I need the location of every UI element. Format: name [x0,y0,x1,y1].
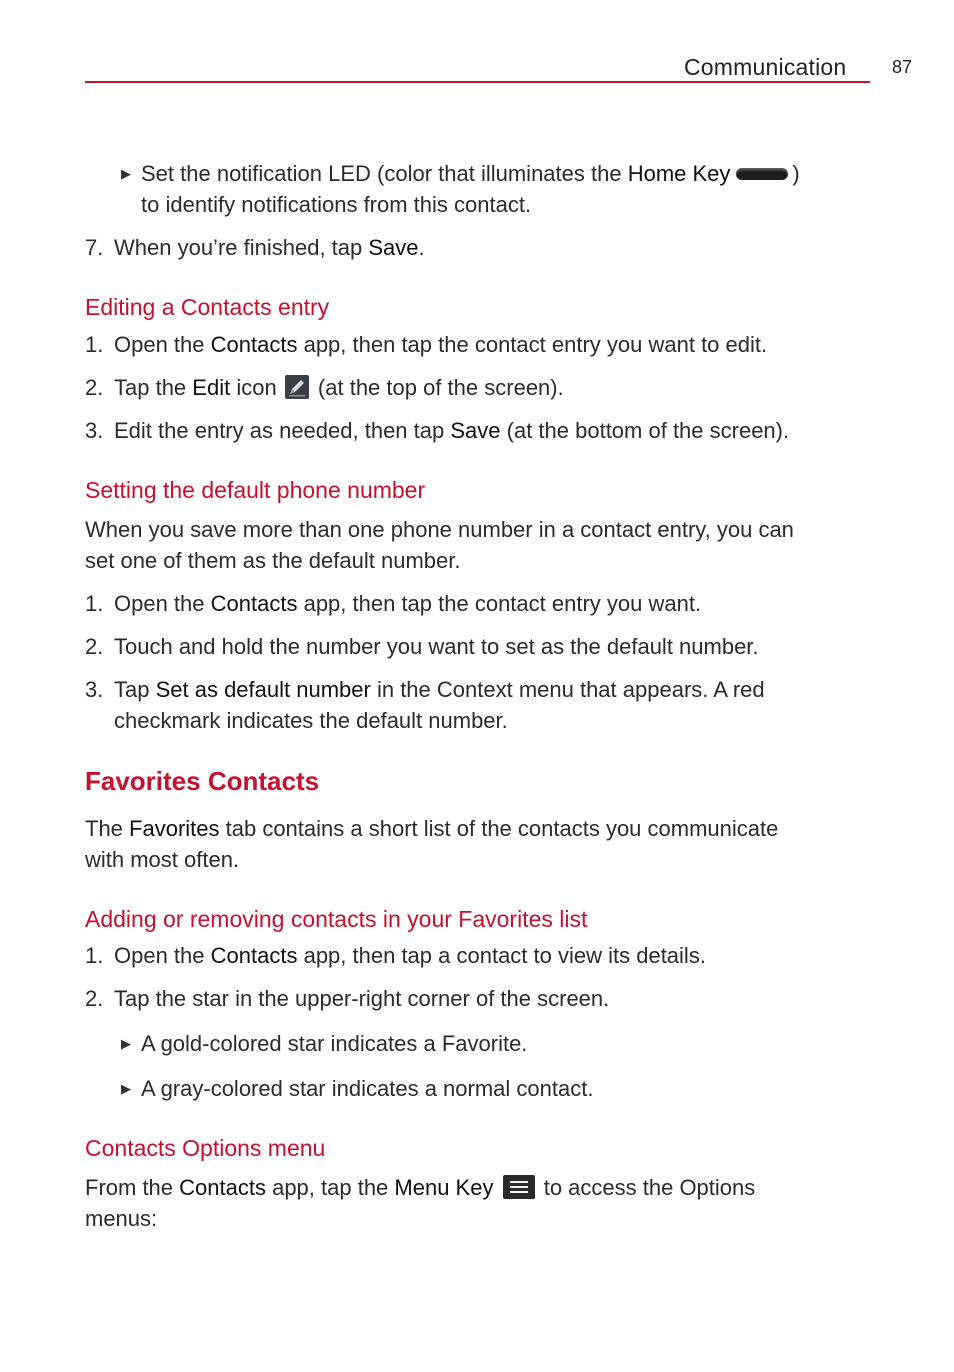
edit-label: Edit [192,375,231,400]
intro-line-1: When you save more than one phone number in a contact entry, you can [85,517,794,542]
options-text-line2: menus: [85,1206,158,1231]
step-text-end: app, then tap the contact entry you want to edit. [297,332,768,357]
step-text: Tap [114,677,156,702]
favorites-label: Favorites [129,816,220,841]
step-text: Tap the [114,375,193,400]
favorites-intro [85,813,855,875]
bullet-arrow-icon: ▶ [121,1081,131,1096]
intro-line-2: with most often. [85,847,240,872]
step-text-end: app, then tap a contact to view its details. [297,943,706,968]
step-text-end: in the Context menu that appears. A red [370,677,765,702]
step-text: Open the [114,943,211,968]
led-text-line2: to identify notifications from this contact. [141,192,532,217]
step-number: 3. [85,418,104,443]
adding-bullet-1 [85,1028,855,1059]
bullet-text: A gold-colored star indicates a Favorite. [141,1031,528,1056]
contacts-label: Contacts [210,591,298,616]
step-text-end: app, then tap the contact entry you want. [297,591,702,616]
intro-line-2: set one of them as the default number. [85,548,461,573]
step-number: 1. [85,591,104,616]
bullet-text: A gray-colored star indicates a normal contact. [141,1076,594,1101]
step-text: Touch and hold the number you want to set as the default number. [114,634,759,659]
step-text-line2: checkmark indicates the default number. [114,708,508,733]
favorites-heading: Favorites Contacts [85,766,320,796]
intro-text: The [85,816,130,841]
options-text-end: to access the Options [537,1175,756,1200]
options-text-mid: app, tap the [265,1175,395,1200]
step-number: 1. [85,332,104,357]
home-key-label: Home Key [627,161,731,186]
contacts-label: Contacts [210,943,298,968]
adding-heading: Adding or removing contacts in your Favorites list [85,906,588,932]
step-text: Open the [114,332,211,357]
step-text-end: (at the top of the screen). [311,375,564,400]
step-7 [85,232,855,263]
default-number-heading: Setting the default phone number [85,477,426,503]
bullet-arrow-icon: ▶ [121,1036,131,1051]
led-text-before: Set the notification LED (color that illuminates the [141,161,628,186]
step-number: 2. [85,375,104,400]
save-label: Save [368,235,419,260]
intro-text-end: tab contains a short list of the contacts you communicate [219,816,779,841]
options-text: From the [85,1175,180,1200]
step-number: 2. [85,634,104,659]
led-bullet-item [85,158,855,220]
default-step-1 [85,588,855,619]
step-text-mid: icon [230,375,277,400]
contacts-label: Contacts [210,332,298,357]
options-menu-text [85,1172,855,1234]
options-menu-heading: Contacts Options menu [85,1135,326,1161]
editing-step-3 [85,415,855,446]
adding-step-2 [85,983,855,1014]
editing-step-2 [85,372,855,403]
contacts-label: Contacts [179,1175,266,1200]
bullet-arrow-icon: ▶ [121,166,131,181]
step-number: 3. [85,677,104,702]
edit-pencil-icon [285,375,309,399]
step-text-end: . [418,235,425,260]
adding-step-1 [85,940,855,971]
default-step-2 [85,631,855,662]
home-key-icon [736,168,788,180]
step-number: 7. [85,235,104,260]
step-text-end: (at the bottom of the screen). [500,418,790,443]
step-number: 2. [85,986,104,1011]
default-step-3 [85,674,855,736]
led-text-after: ) [792,161,800,186]
step-text: Open the [114,591,211,616]
menu-key-label: Menu Key [394,1175,494,1200]
step-number: 1. [85,943,104,968]
adding-bullet-2 [85,1073,855,1104]
default-number-intro [85,514,855,576]
editing-step-1 [85,329,855,360]
set-default-label: Set as default number [155,677,371,702]
page-number: 87 [892,57,913,77]
editing-heading: Editing a Contacts entry [85,294,330,320]
save-label: Save [450,418,501,443]
menu-key-icon [503,1175,535,1199]
running-header-section: Communication [684,54,847,80]
step-text: When you’re finished, tap [114,235,369,260]
step-text: Edit the entry as needed, then tap [114,418,451,443]
header-rule [85,81,870,83]
step-text: Tap the star in the upper-right corner of the screen. [114,986,610,1011]
